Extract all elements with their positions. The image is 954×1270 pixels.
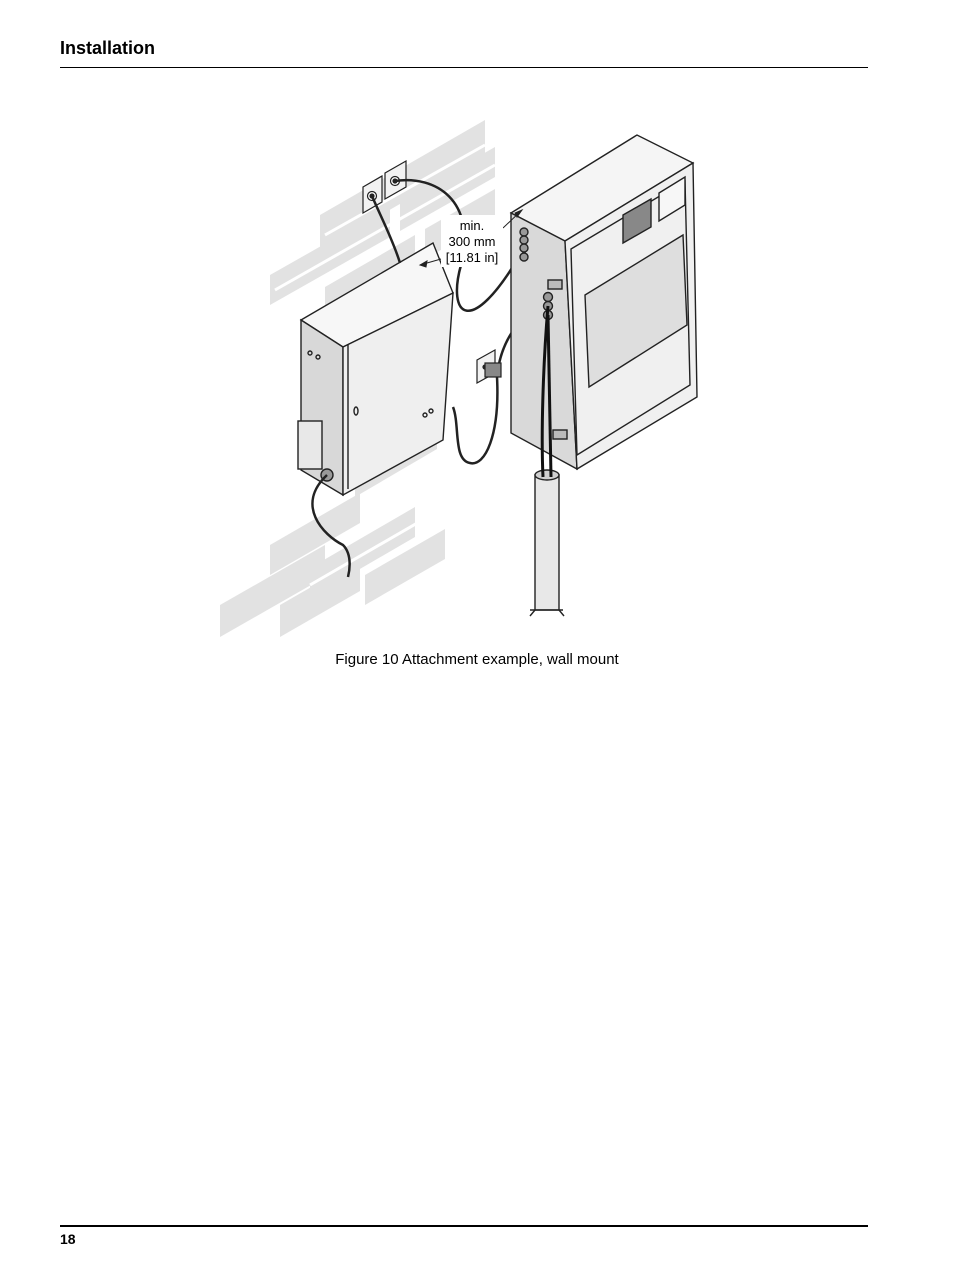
header-divider xyxy=(60,67,868,68)
section-title: Installation xyxy=(60,38,156,58)
clearance-label-line3: [11.81 in] xyxy=(445,250,499,265)
figure-caption: Figure 10 Attachment example, wall mount xyxy=(335,651,619,668)
footer-divider xyxy=(60,1225,868,1227)
clearance-label-line1: min. xyxy=(459,218,485,233)
wall-enclosure xyxy=(298,243,453,495)
mounting-pole xyxy=(530,470,564,616)
page-number: 18 xyxy=(60,1231,76,1247)
wall-mount-illustration xyxy=(215,115,735,640)
analyzer-unit xyxy=(511,135,697,469)
clearance-label-line2: 300 mm xyxy=(448,234,496,249)
